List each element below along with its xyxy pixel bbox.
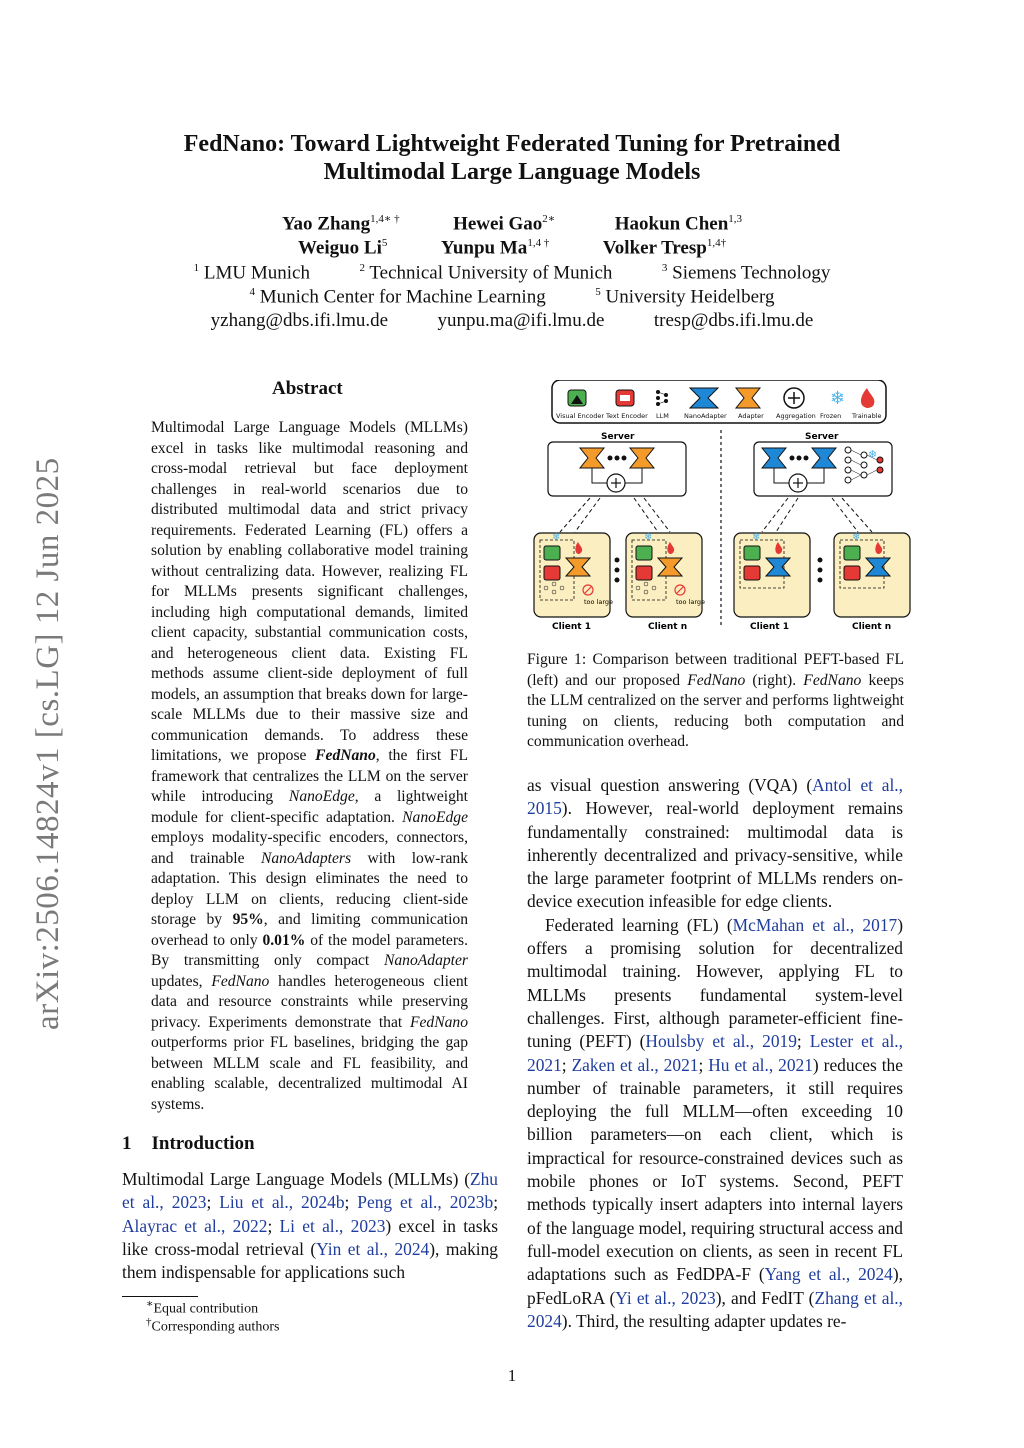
aff-sup: 1 <box>193 262 200 274</box>
intro-right-text <box>527 774 903 1333</box>
frozen-icon: ❄ <box>868 449 878 461</box>
aff-sup: 2 <box>359 262 365 274</box>
legend-llm: LLM <box>656 412 669 420</box>
client-1-left <box>534 532 613 617</box>
arxiv-stamp: arXiv:2506.14824v1 [cs.LG] 12 Jun 2025 <box>30 457 66 1030</box>
legend-nanoadapter: NanoAdapter <box>684 412 727 420</box>
author-sup: 1,3 <box>728 213 743 225</box>
section-heading-introduction: 1 Introduction <box>122 1133 255 1154</box>
citation-link[interactable]: Lester et al., 2021 <box>527 1031 903 1075</box>
aff-sup: 3 <box>661 262 668 274</box>
affiliations-row-1 <box>0 262 1024 284</box>
emails-row <box>0 310 1024 332</box>
author-sup: 2∗ <box>542 213 556 225</box>
aff-sup: 4 <box>249 286 255 298</box>
email-link[interactable]: yzhang@dbs.ifi.lmu.de <box>210 310 389 331</box>
affiliation: University Heidelberg <box>605 286 775 308</box>
author-name: Yunpu Ma <box>440 237 528 259</box>
too-large-label-1: too large <box>584 598 614 606</box>
paper-title <box>0 130 1024 186</box>
server-label-right: Server <box>805 432 839 442</box>
author-name: Haokun Chen <box>614 213 729 235</box>
frozen-icon: ❄ <box>830 388 846 408</box>
legend-text-encoder: Text Encoder <box>606 412 648 420</box>
email-link[interactable]: tresp@dbs.ifi.lmu.de <box>653 310 814 331</box>
email-link[interactable]: yunpu.ma@ifi.lmu.de <box>437 310 605 331</box>
client-n-label-left: Client n <box>648 622 688 632</box>
legend-trainable: Trainable <box>852 412 882 420</box>
title-line-2: Multimodal Large Language Models <box>323 159 701 185</box>
citation-link[interactable]: Yang et al., 2024 <box>764 1264 893 1285</box>
author-sup: 1,4∗ † <box>370 213 400 225</box>
citation-link[interactable]: Yin et al., 2024 <box>316 1238 430 1259</box>
svg-text:❄: ❄ <box>752 532 761 543</box>
citation-link[interactable]: Liu et al., 2024b <box>219 1192 345 1213</box>
author-name: Volker Tresp <box>602 237 707 259</box>
client-1-label-right: Client 1 <box>750 622 789 632</box>
client-1-label-left: Client 1 <box>552 622 591 632</box>
client-1-right <box>734 532 810 617</box>
figure-1 <box>530 380 912 635</box>
footnote-2: †Corresponding authors <box>146 1316 280 1335</box>
figure-caption: Figure 1: Comparison between traditional PEFT-based FL (left) and our proposed FedNano (right). FedNano keeps the LLM centralized on the server and performs lightweight tuning on clients, reducing both computation and communication overhead. <box>527 651 904 750</box>
citation-link[interactable]: Yi et al., 2023 <box>615 1287 716 1308</box>
citation-link[interactable]: Antol et al., 2015 <box>527 775 903 819</box>
page-number: 1 <box>507 1366 517 1385</box>
client-n-label-right: Client n <box>852 622 892 632</box>
server-label-left: Server <box>601 432 635 442</box>
citation-link[interactable]: Peng et al., 2023b <box>357 1192 494 1213</box>
citation-link[interactable]: Zhu et al., 2023 <box>122 1169 498 1213</box>
svg-text:❄: ❄ <box>852 532 861 543</box>
title-line-1: FedNano: Toward Lightweight Federated Tuning for Pretrained <box>183 131 841 157</box>
affiliation: Technical University of Munich <box>369 262 613 284</box>
citation-link[interactable]: Zhang et al., 2024 <box>527 1287 904 1331</box>
text-encoder-icon <box>616 390 634 406</box>
author-row-2 <box>0 237 1024 259</box>
too-large-label-n: too large <box>676 598 706 606</box>
abstract-heading: Abstract <box>272 378 343 399</box>
author-row-1 <box>0 212 1024 235</box>
citation-link[interactable]: Li et al., 2023 <box>279 1215 386 1236</box>
author-name: Weiguo Li <box>297 237 382 259</box>
intro-paragraph-1: as visual question answering (VQA) (Antol et al., 2015). However, real-world deployment remains fundamentally constrained: multimodal data is inherently decentralized and privacy-sensitive, while the large parameter footprint of MLLMs renders on-device execution infeasible for edge clients. <box>527 775 903 912</box>
intro-paragraph-2: Federated learning (FL) (McMahan et al., 2017) offers a promising solution for decentralized multimodal training. However, applying FL to MLLMs presents fundamental system-level challenges. First, although parameter-efficient fine-tuning (PEFT) (Houlsby et al., 2019; Lester et al., 2021; Zaken et al., 2021; Hu et al., 2021) reduces the number of trainable parameters, it still requires deploying the full MLLM—often exceeding 10 billion parameters—on each client, which is impractical for resource-constrained devices such as mobile phones or IoT systems. Second, PEFT methods typically insert adapters into internal layers of the language model, requiring structural access and full-model execution on clients, as seen in recent FL adaptations such as FedDPA-F (Yang et al., 2024), pFedLoRA (Yi et al., 2023), and FedIT (Zhang et al., 2024). Third, the resulting adapter updates re- <box>527 914 904 1331</box>
legend-aggregation: Aggregation <box>776 412 816 420</box>
legend-adapter: Adapter <box>738 412 764 420</box>
svg-text:❄: ❄ <box>644 532 653 543</box>
legend-visual-encoder: Visual Encoder <box>556 412 605 420</box>
affiliation: Siemens Technology <box>672 262 831 284</box>
affiliation: LMU Munich <box>203 262 310 284</box>
legend-frozen: Frozen <box>820 412 842 420</box>
author-sup: 5 <box>381 237 388 249</box>
citation-link[interactable]: Hu et al., 2021 <box>708 1054 813 1075</box>
author-sup: 1,4† <box>706 237 727 249</box>
svg-text:Visual Encoder Text Encode <box>556 412 882 420</box>
citation-link[interactable]: Houlsby et al., 2019 <box>645 1031 797 1052</box>
client-n-left <box>626 532 705 617</box>
svg-text:❄: ❄ <box>552 532 561 543</box>
client-n-right <box>834 532 910 617</box>
citation-link[interactable]: Alayrac et al., 2022 <box>122 1215 268 1236</box>
affiliations-row-2 <box>0 286 1024 308</box>
author-name: Yao Zhang <box>281 213 371 235</box>
author-name: Hewei Gao <box>453 213 543 235</box>
abstract-body: Multimodal Large Language Models (MLLMs) excel in tasks like multimodal reasoning and cross-modal retrieval but face deployment challenges in real-world scenarios due to distributed multimodal data and strict privacy requirements. Federated Learning (FL) offers a solution by enabling collaborative model training without centralizing data. However, realizing FL for MLLMs presents significant challenges, including high computational demands, limited client capacity, substantial communication costs, and heterogeneous client data. Existing FL methods assume client-side deployment of full models, an assumption that breaks down for large-scale MLLMs due to their massive size and communication demands. To address these limitations, we propose FedNano, the first FL framework that centralizes the LLM on the server while introducing NanoEdge, a lightweight module for client-specific adaptation. NanoEdge employs modality-specific encoders, connectors, and trainable NanoAdapters with low-rank adaptation. This design eliminates the need to deploy LLM on clients, reducing client-side storage by 95%, and limiting communication overhead to only 0.01% of the model parameters. By transmitting only compact NanoAdapter updates, FedNano handles heterogeneous client data and resource constraints while preserving privacy. Experiments demonstrate that FedNano outperforms prior FL baselines, bridging the gap between MLLM scale and FL feasibility, and enabling scalable, decentralized multimodal AI systems. <box>151 419 469 1113</box>
citation-link[interactable]: Zaken et al., 2021 <box>571 1054 699 1075</box>
visual-encoder-icon <box>568 390 586 406</box>
intro-left-text: Multimodal Large Language Models (MLLMs) (Zhu et al., 2023; Liu et al., 2024b; Peng et al., 2023b; Alayrac et al., 2022; Li et al., 2023) excel in tasks like cross-modal retrieval (Yin et al., 2024), making them indispensable for applications such <box>122 1169 499 1283</box>
footnote-1: ∗Equal contribution <box>146 1298 259 1317</box>
aff-sup: 5 <box>595 286 601 298</box>
affiliation: Munich Center for Machine Learning <box>259 286 546 308</box>
author-sup: 1,4 † <box>527 237 550 249</box>
aggregation-icon <box>784 388 804 408</box>
citation-link[interactable]: McMahan et al., 2017 <box>732 914 898 935</box>
